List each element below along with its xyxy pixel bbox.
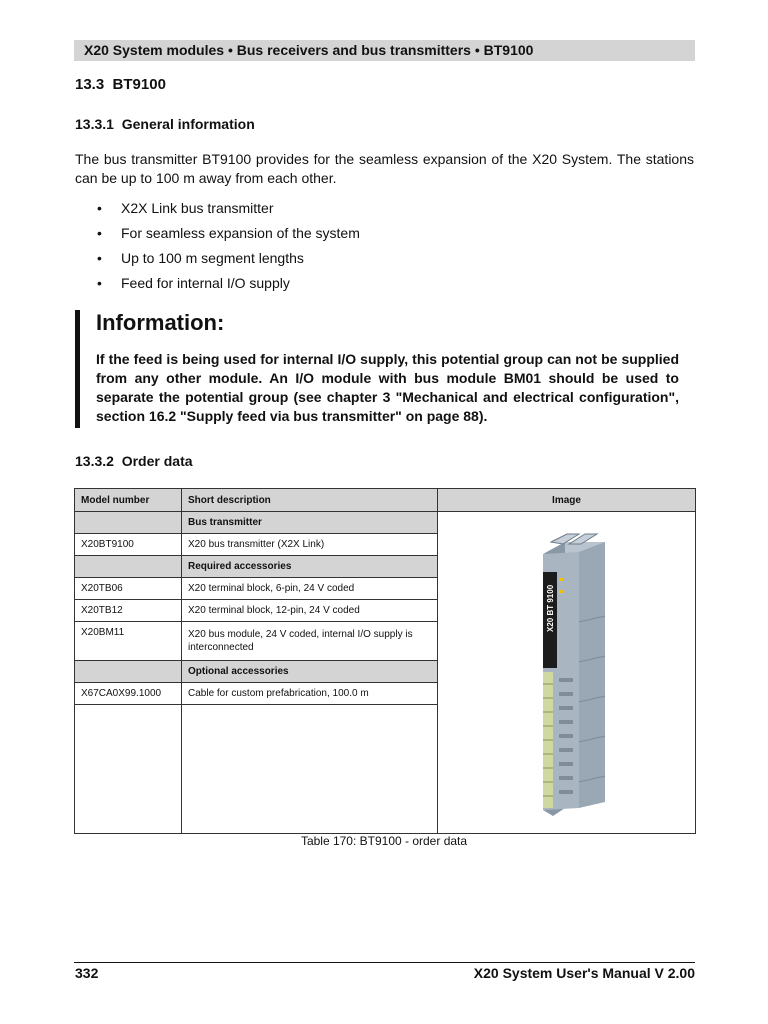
header-short-description: Short description — [182, 489, 438, 512]
list-item-text: Up to 100 m segment lengths — [121, 250, 304, 266]
bullet-glyph: • — [97, 275, 102, 291]
bullet-glyph: • — [97, 250, 102, 266]
list-item-text: X2X Link bus transmitter — [121, 200, 274, 216]
module-label-text: X20 BT 9100 — [545, 584, 555, 632]
description-cell: Cable for custom prefabrication, 100.0 m — [182, 683, 438, 705]
section-label: Bus transmitter — [182, 512, 438, 534]
general-info-title: General information — [121, 116, 255, 132]
list-item-text: For seamless expansion of the system — [121, 225, 360, 241]
section-heading — [75, 76, 166, 93]
section-label: Required accessories — [182, 556, 438, 578]
section-blank-cell — [75, 512, 182, 534]
order-data-table — [74, 488, 696, 834]
info-marker-bar — [75, 310, 80, 428]
header-image: Image — [438, 489, 696, 512]
list-item-text: Feed for internal I/O supply — [121, 275, 290, 291]
model-number-cell: X20TB12 — [75, 600, 182, 622]
order-data-title: Order data — [121, 453, 193, 469]
description-cell: X20 terminal block, 12-pin, 24 V coded — [182, 600, 438, 622]
model-number-cell: X67CA0X99.1000 — [75, 683, 182, 705]
footer-divider — [74, 962, 695, 963]
manual-title: X20 System User's Manual V 2.00 — [473, 965, 695, 981]
order-data-number: 13.3.2 — [75, 453, 114, 469]
bullet-glyph: • — [97, 225, 102, 241]
table-section-row — [75, 512, 696, 534]
section-blank-cell — [75, 556, 182, 578]
terminal-strip — [543, 672, 553, 808]
intro-paragraph: The bus transmitter BT9100 provides for the seamless expansion of the X20 System. The stations can be up to 100 m away from each other. — [75, 151, 694, 186]
description-cell: X20 bus module, 24 V coded, internal I/O supply is interconnected — [182, 622, 438, 661]
section-number: 13.3 — [75, 76, 105, 93]
list-item — [75, 274, 360, 299]
status-led-1 — [559, 578, 563, 581]
info-title: Information: — [96, 310, 225, 335]
general-info-heading — [75, 116, 255, 132]
empty-cell — [182, 705, 438, 834]
page-number: 332 — [75, 965, 99, 981]
list-item — [75, 249, 360, 274]
general-info-number: 13.3.1 — [75, 116, 114, 132]
description-cell: X20 terminal block, 6-pin, 24 V coded — [182, 578, 438, 600]
section-label: Optional accessories — [182, 661, 438, 683]
feature-list — [75, 199, 360, 299]
bullet-glyph: • — [97, 200, 102, 216]
section-title: BT9100 — [112, 76, 166, 93]
product-image-cell — [438, 512, 696, 834]
model-number-cell: X20BT9100 — [75, 534, 182, 556]
list-item — [75, 224, 360, 249]
model-number-cell: X20TB06 — [75, 578, 182, 600]
model-number-cell: X20BM11 — [75, 622, 182, 661]
module-image — [439, 512, 695, 826]
description-cell: X20 bus transmitter (X2X Link) — [182, 534, 438, 556]
table-header-row — [75, 489, 696, 512]
section-blank-cell — [75, 661, 182, 683]
table-caption: Table 170: BT9100 - order data — [300, 834, 468, 848]
list-item — [75, 199, 360, 224]
info-body: If the feed is being used for internal I/O supply, this potential group can not be supplied from any other module. An I/O module with bus module BM01 should be used to separate the potential group (see chapter 3 "Mechanical and electrical configuration", section 16.2 "Supply feed via bus transmitter" on page 88). — [96, 351, 679, 424]
header-model-number: Model number — [75, 489, 182, 512]
page-header: X20 System modules • Bus receivers and bus transmitters • BT9100 — [74, 40, 695, 61]
empty-cell — [75, 705, 182, 834]
status-led-2 — [559, 590, 563, 593]
order-data-heading — [75, 453, 193, 469]
